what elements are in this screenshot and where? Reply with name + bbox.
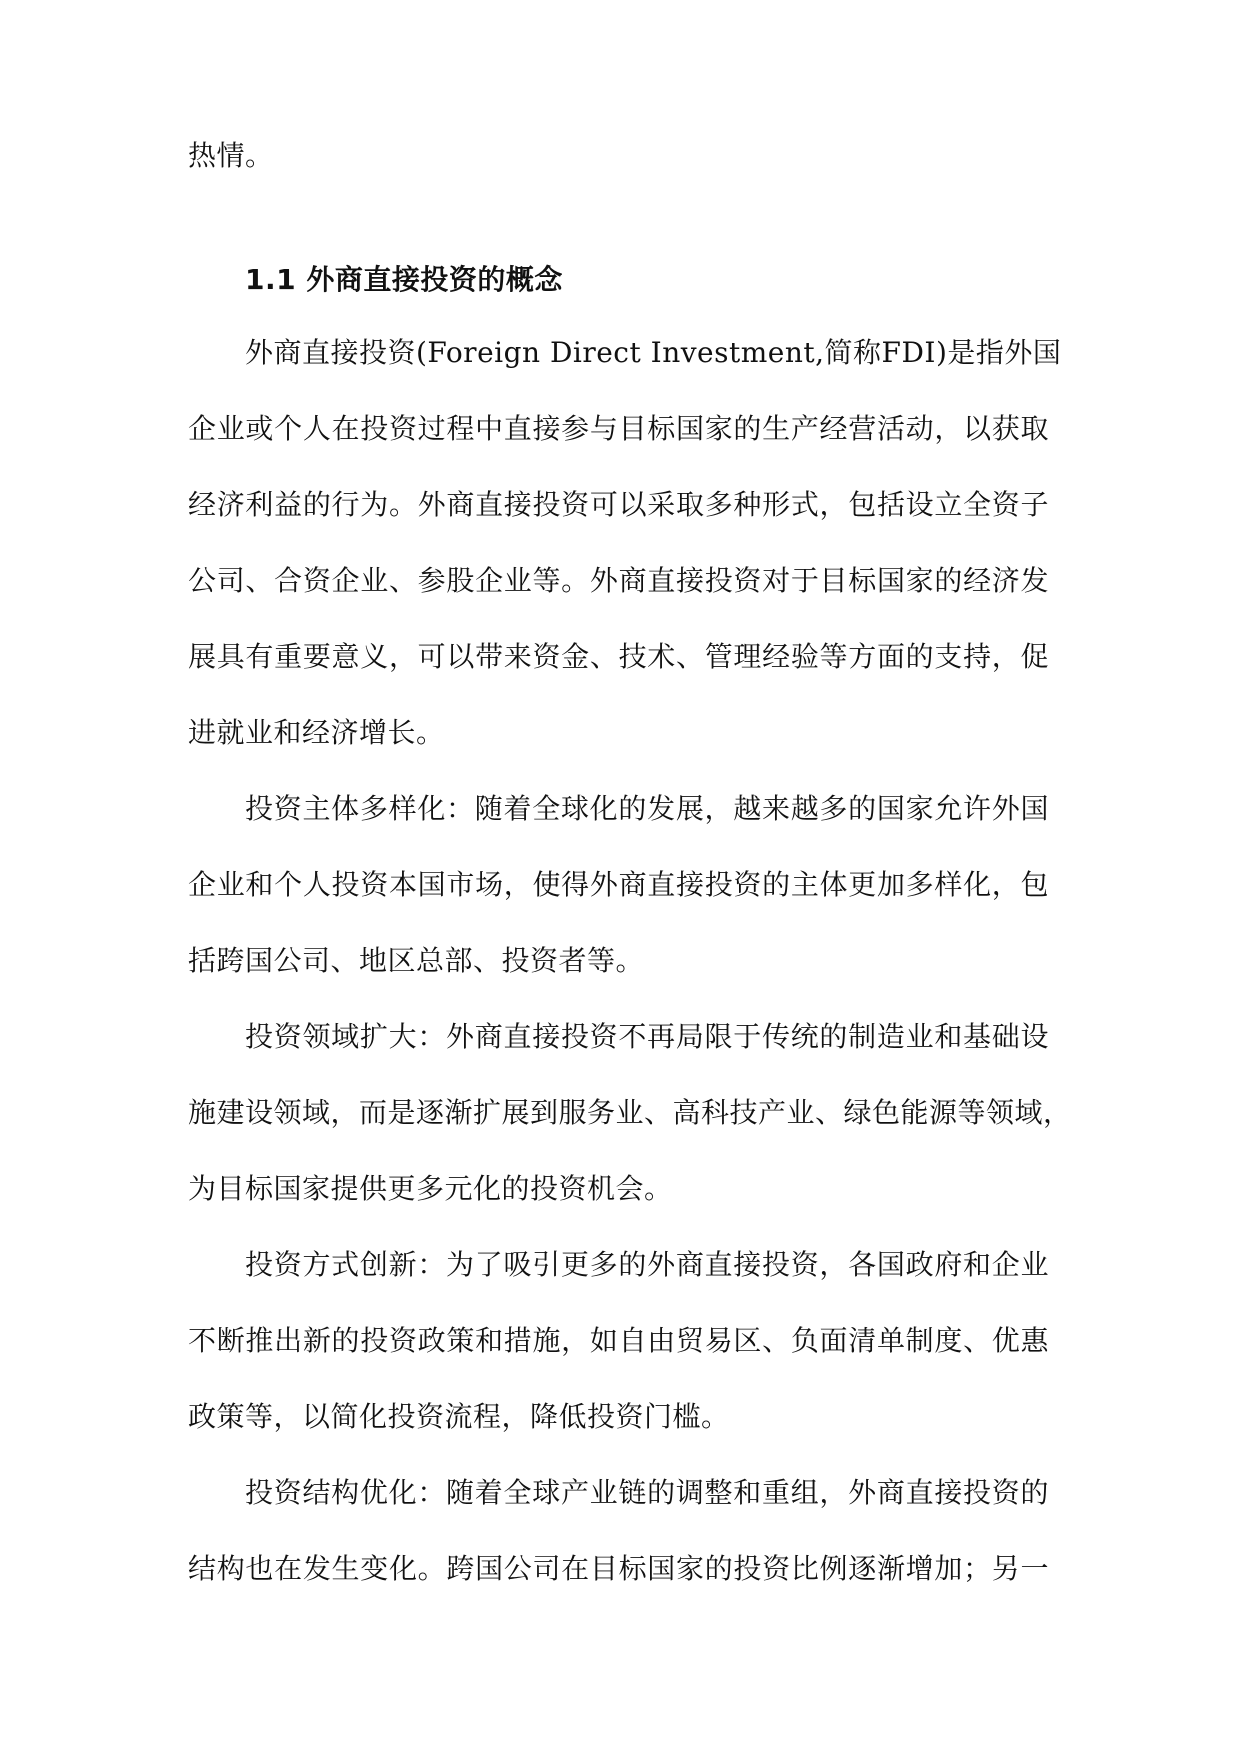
paragraph-line: 外商直接投资(Foreign Direct Investment,简称FDI)是指外国 (245, 336, 1062, 369)
paragraph-line: 公司、合资企业、参股企业等。外商直接投资对于目标国家的经济发 (188, 564, 1049, 597)
paragraph-line: 企业或个人在投资过程中直接参与目标国家的生产经营活动，以获取 (188, 412, 1049, 445)
continuation-text: 热情。 (188, 139, 274, 172)
paragraph-line: 投资主体多样化：随着全球化的发展，越来越多的国家允许外国 (245, 792, 1049, 825)
paragraph-line: 展具有重要意义，可以带来资金、技术、管理经验等方面的支持，促 (188, 640, 1049, 673)
paragraph-line: 施建设领域，而是逐渐扩展到服务业、高科技产业、绿色能源等领域， (188, 1096, 1072, 1129)
paragraph-line: 政策等，以简化投资流程，降低投资门槛。 (188, 1400, 730, 1433)
paragraph-line: 括跨国公司、地区总部、投资者等。 (188, 944, 645, 977)
paragraph-line: 投资方式创新：为了吸引更多的外商直接投资，各国政府和企业 (245, 1248, 1049, 1281)
paragraph-line: 为目标国家提供更多元化的投资机会。 (188, 1172, 673, 1205)
paragraph-line: 经济利益的行为。外商直接投资可以采取多种形式，包括设立全资子 (188, 488, 1049, 521)
paragraph-line: 进就业和经济增长。 (188, 716, 445, 749)
section-heading: 1.1 外商直接投资的概念 (245, 263, 563, 296)
paragraph-line: 不断推出新的投资政策和措施，如自由贸易区、负面清单制度、优惠 (188, 1324, 1049, 1357)
paragraph-line: 投资领域扩大：外商直接投资不再局限于传统的制造业和基础设 (245, 1020, 1049, 1053)
paragraph-line: 企业和个人投资本国市场，使得外商直接投资的主体更加多样化，包 (188, 868, 1049, 901)
paragraph-line: 投资结构优化：随着全球产业链的调整和重组，外商直接投资的 (245, 1476, 1049, 1509)
paragraph-line: 结构也在发生变化。跨国公司在目标国家的投资比例逐渐增加；另一 (188, 1552, 1049, 1585)
